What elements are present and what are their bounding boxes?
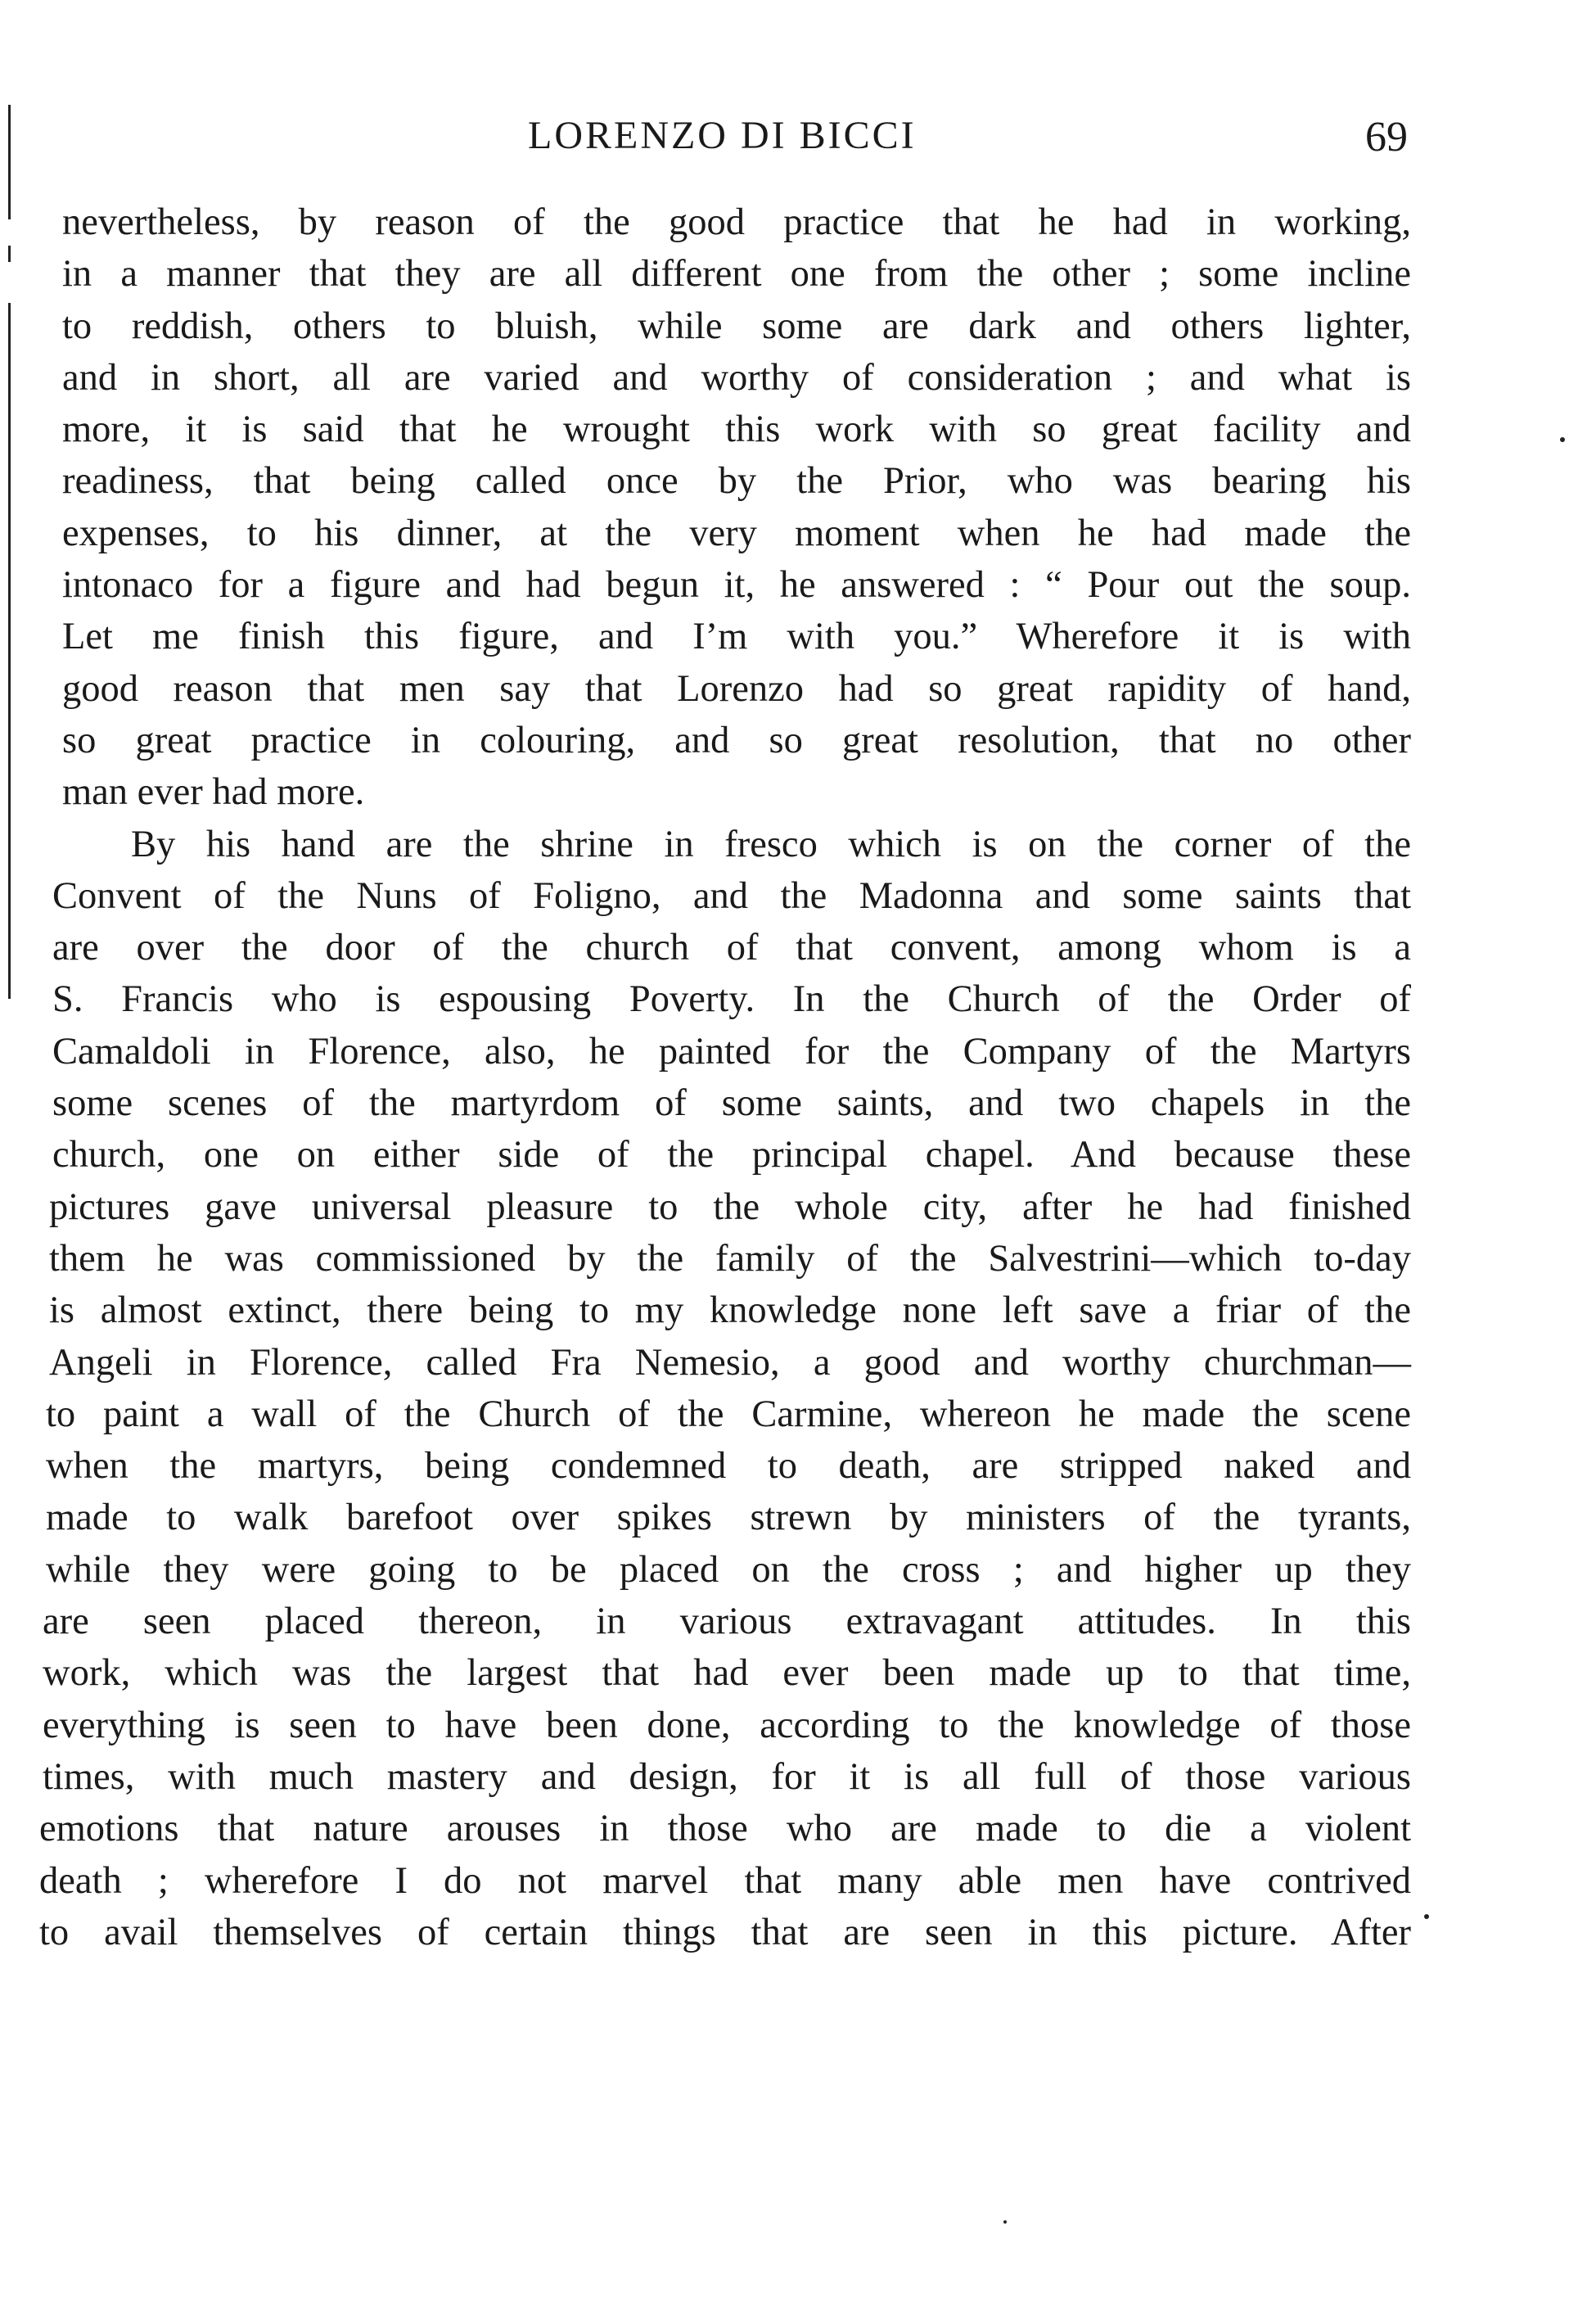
body-text	[39, 196, 1411, 1958]
text-line: are over the door of the church of that convent, among whom is a	[52, 927, 1411, 969]
text-line: Let me finish this figure, and I’m with you.” Wherefore it is with	[62, 616, 1411, 658]
text-line: in a manner that they are all different one from the other ; some incline	[62, 253, 1411, 296]
page-number: 69	[1365, 114, 1408, 160]
text-line: and in short, all are varied and worthy of consideration ; and what is	[62, 356, 1411, 399]
text-line: while they were going to be placed on the cross ; and higher up they	[46, 1548, 1411, 1591]
text-line: so great practice in colouring, and so great resolution, that no other	[62, 719, 1411, 761]
text-line: them he was commissioned by the family of the Salvestrini—which to-day	[49, 1237, 1411, 1280]
text-line: By his hand are the shrine in fresco which is on the corner of the	[131, 823, 1411, 865]
text-line: more, it is said that he wrought this work with so great facility and	[62, 409, 1411, 451]
text-line: emotions that nature arouses in those who are made to die a violent	[39, 1808, 1411, 1850]
paragraph	[52, 196, 1411, 819]
text-line: Angeli in Florence, called Fra Nemesio, a good and worthy churchman—	[49, 1341, 1411, 1384]
text-line: readiness, that being called once by the Prior, who was bearing his	[62, 460, 1411, 503]
text-line: are seen placed thereon, in various extravagant attitudes. In this	[43, 1601, 1411, 1643]
text-line: church, one on either side of the principal chapel. And because these	[52, 1134, 1411, 1176]
text-line: good reason that men say that Lorenzo had so great rapidity of hand,	[62, 667, 1411, 710]
paragraph	[39, 819, 1411, 1959]
scan-speck	[1003, 2220, 1007, 2224]
text-line: expenses, to his dinner, at the very moment when he had made the	[62, 512, 1411, 554]
text-line: is almost extinct, there being to my knowledge none left save a friar of the	[49, 1289, 1411, 1332]
text-line: intonaco for a figure and had begun it, he answered : “ Pour out the soup.	[62, 564, 1411, 607]
text-line: death ; wherefore I do not marvel that many able men have contrived	[39, 1859, 1411, 1902]
binding-edge-mark	[8, 246, 11, 262]
text-line: everything is seen to have been done, according to the knowledge of those	[43, 1704, 1411, 1746]
text-line: man ever had more.	[62, 771, 365, 814]
text-line: pictures gave universal pleasure to the whole city, after he had finished	[49, 1185, 1411, 1228]
text-line: Convent of the Nuns of Foligno, and the Madonna and some saints that	[52, 874, 1411, 917]
text-line: work, which was the largest that had ever been made up to that time,	[43, 1652, 1411, 1695]
text-line: made to walk barefoot over spikes strewn by ministers of the tyrants,	[46, 1497, 1411, 1539]
text-line: times, with much mastery and design, for it is all full of those various	[43, 1755, 1411, 1798]
text-line: some scenes of the martyrdom of some saints, and two chapels in the	[52, 1082, 1411, 1125]
text-line: to paint a wall of the Church of the Carmine, whereon he made the scene	[46, 1393, 1411, 1435]
text-line: when the martyrs, being condemned to death, are stripped naked and	[46, 1445, 1411, 1488]
scan-speck	[1560, 437, 1565, 442]
binding-edge-mark	[8, 303, 11, 999]
running-head	[0, 105, 1596, 178]
text-line: to avail themselves of certain things that are seen in this picture. After	[39, 1911, 1411, 1953]
scan-speck	[1424, 1914, 1429, 1919]
text-line: to reddish, others to bluish, while some are dark and others lighter,	[62, 305, 1411, 347]
text-line: S. Francis who is espousing Poverty. In the Church of the Order of	[52, 978, 1411, 1021]
text-line: Camaldoli in Florence, also, he painted for the Company of the Martyrs	[52, 1030, 1411, 1072]
text-line: nevertheless, by reason of the good practice that he had in working,	[62, 201, 1411, 243]
running-title: LORENZO DI BICCI	[528, 114, 917, 157]
